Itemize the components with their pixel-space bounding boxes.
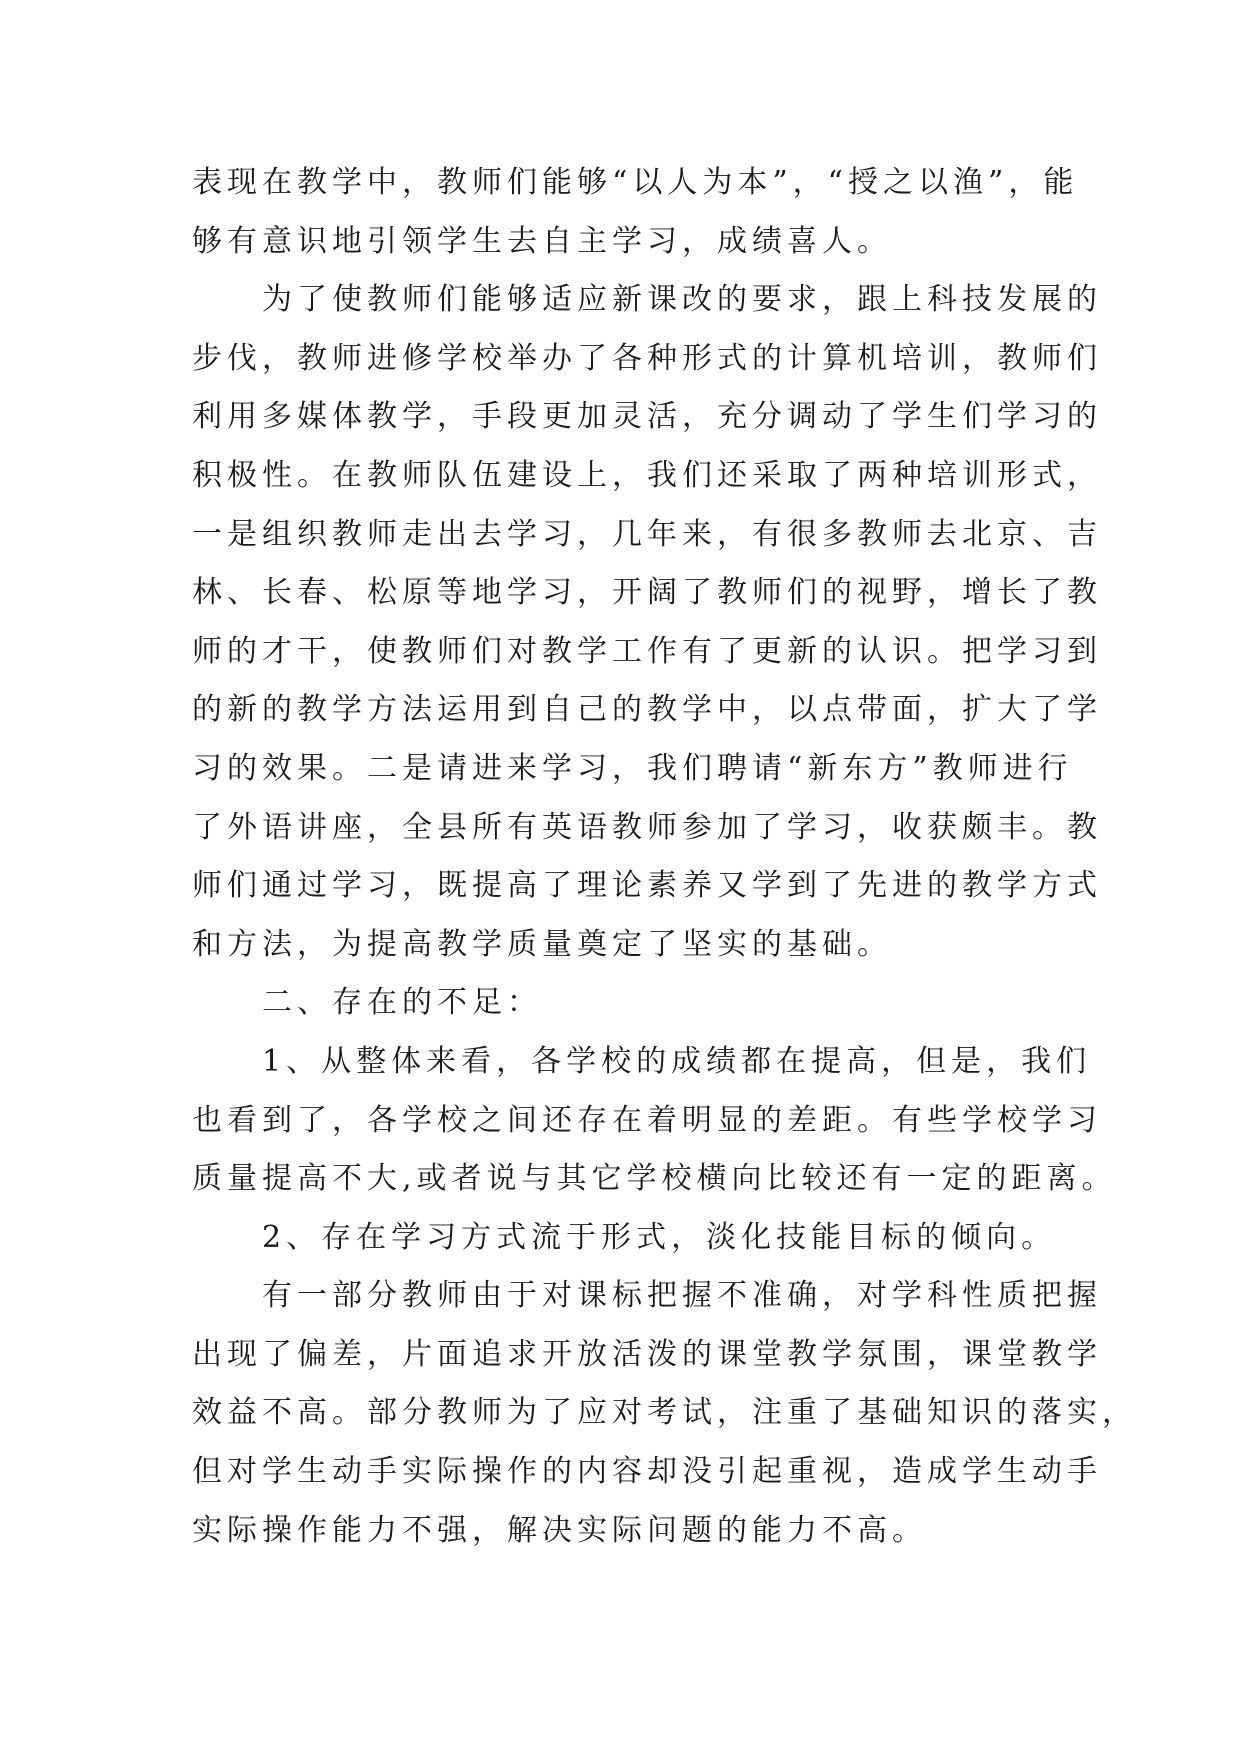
text-line: 一是组织教师走出去学习，几年来，有很多教师去北京、吉 — [192, 516, 1102, 552]
text-line: 实际操作能力不强，解决实际问题的能力不高。 — [192, 1512, 927, 1548]
paragraph-start-line: 为了使教师们能够适应新课改的要求，跟上科技发展的 — [262, 282, 1102, 318]
paragraph-start-line: 有一部分教师由于对课标把握不准确，对学科性质把握 — [262, 1278, 1102, 1314]
text-line: 效益不高。部分教师为了应对考试，注重了基础知识的落实， — [192, 1395, 1137, 1431]
text-line: 和方法，为提高教学质量奠定了坚实的基础。 — [192, 926, 892, 962]
document-body — [192, 154, 1137, 1560]
text-line: 习的效果。二是请进来学习，我们聘请“新东方”教师进行 — [192, 750, 1073, 786]
text-line: 师们通过学习，既提高了理论素养又学到了先进的教学方式 — [192, 868, 1102, 904]
text-line: 质量提高不大,或者说与其它学校横向比较还有一定的距离。 — [192, 1161, 1117, 1197]
text-line: 的新的教学方法运用到自己的教学中，以点带面，扩大了学 — [192, 692, 1102, 728]
text-line: 出现了偏差，片面追求开放活泼的课堂教学氛围，课堂教学 — [192, 1336, 1102, 1372]
text-line: 积极性。在教师队伍建设上，我们还采取了两种培训形式， — [192, 457, 1102, 493]
text-line: 但对学生动手实际操作的内容却没引起重视，造成学生动手 — [192, 1454, 1102, 1490]
section-heading: 二、存在的不足： — [262, 985, 542, 1021]
text-line: 利用多媒体教学，手段更加灵活，充分调动了学生们学习的 — [192, 399, 1102, 435]
text-line: 够有意识地引领学生去自主学习，成绩喜人。 — [192, 223, 892, 259]
paragraph-start-line: 1、从整体来看，各学校的成绩都在提高，但是，我们 — [262, 1043, 1092, 1079]
text-line: 林、长春、松原等地学习，开阔了教师们的视野，增长了教 — [192, 575, 1102, 611]
text-line: 步伐，教师进修学校举办了各种形式的计算机培训，教师们 — [192, 340, 1102, 376]
text-line: 也看到了，各学校之间还存在着明显的差距。有些学校学习 — [192, 1102, 1102, 1138]
paragraph-start-line: 2、存在学习方式流于形式，淡化技能目标的倾向。 — [262, 1219, 1057, 1255]
text-line: 师的才干，使教师们对教学工作有了更新的认识。把学习到 — [192, 633, 1102, 669]
text-line: 了外语讲座，全县所有英语教师参加了学习，收获颇丰。教 — [192, 809, 1102, 845]
text-line: 表现在教学中，教师们能够“以人为本”，“授之以渔”，能 — [192, 165, 1079, 200]
